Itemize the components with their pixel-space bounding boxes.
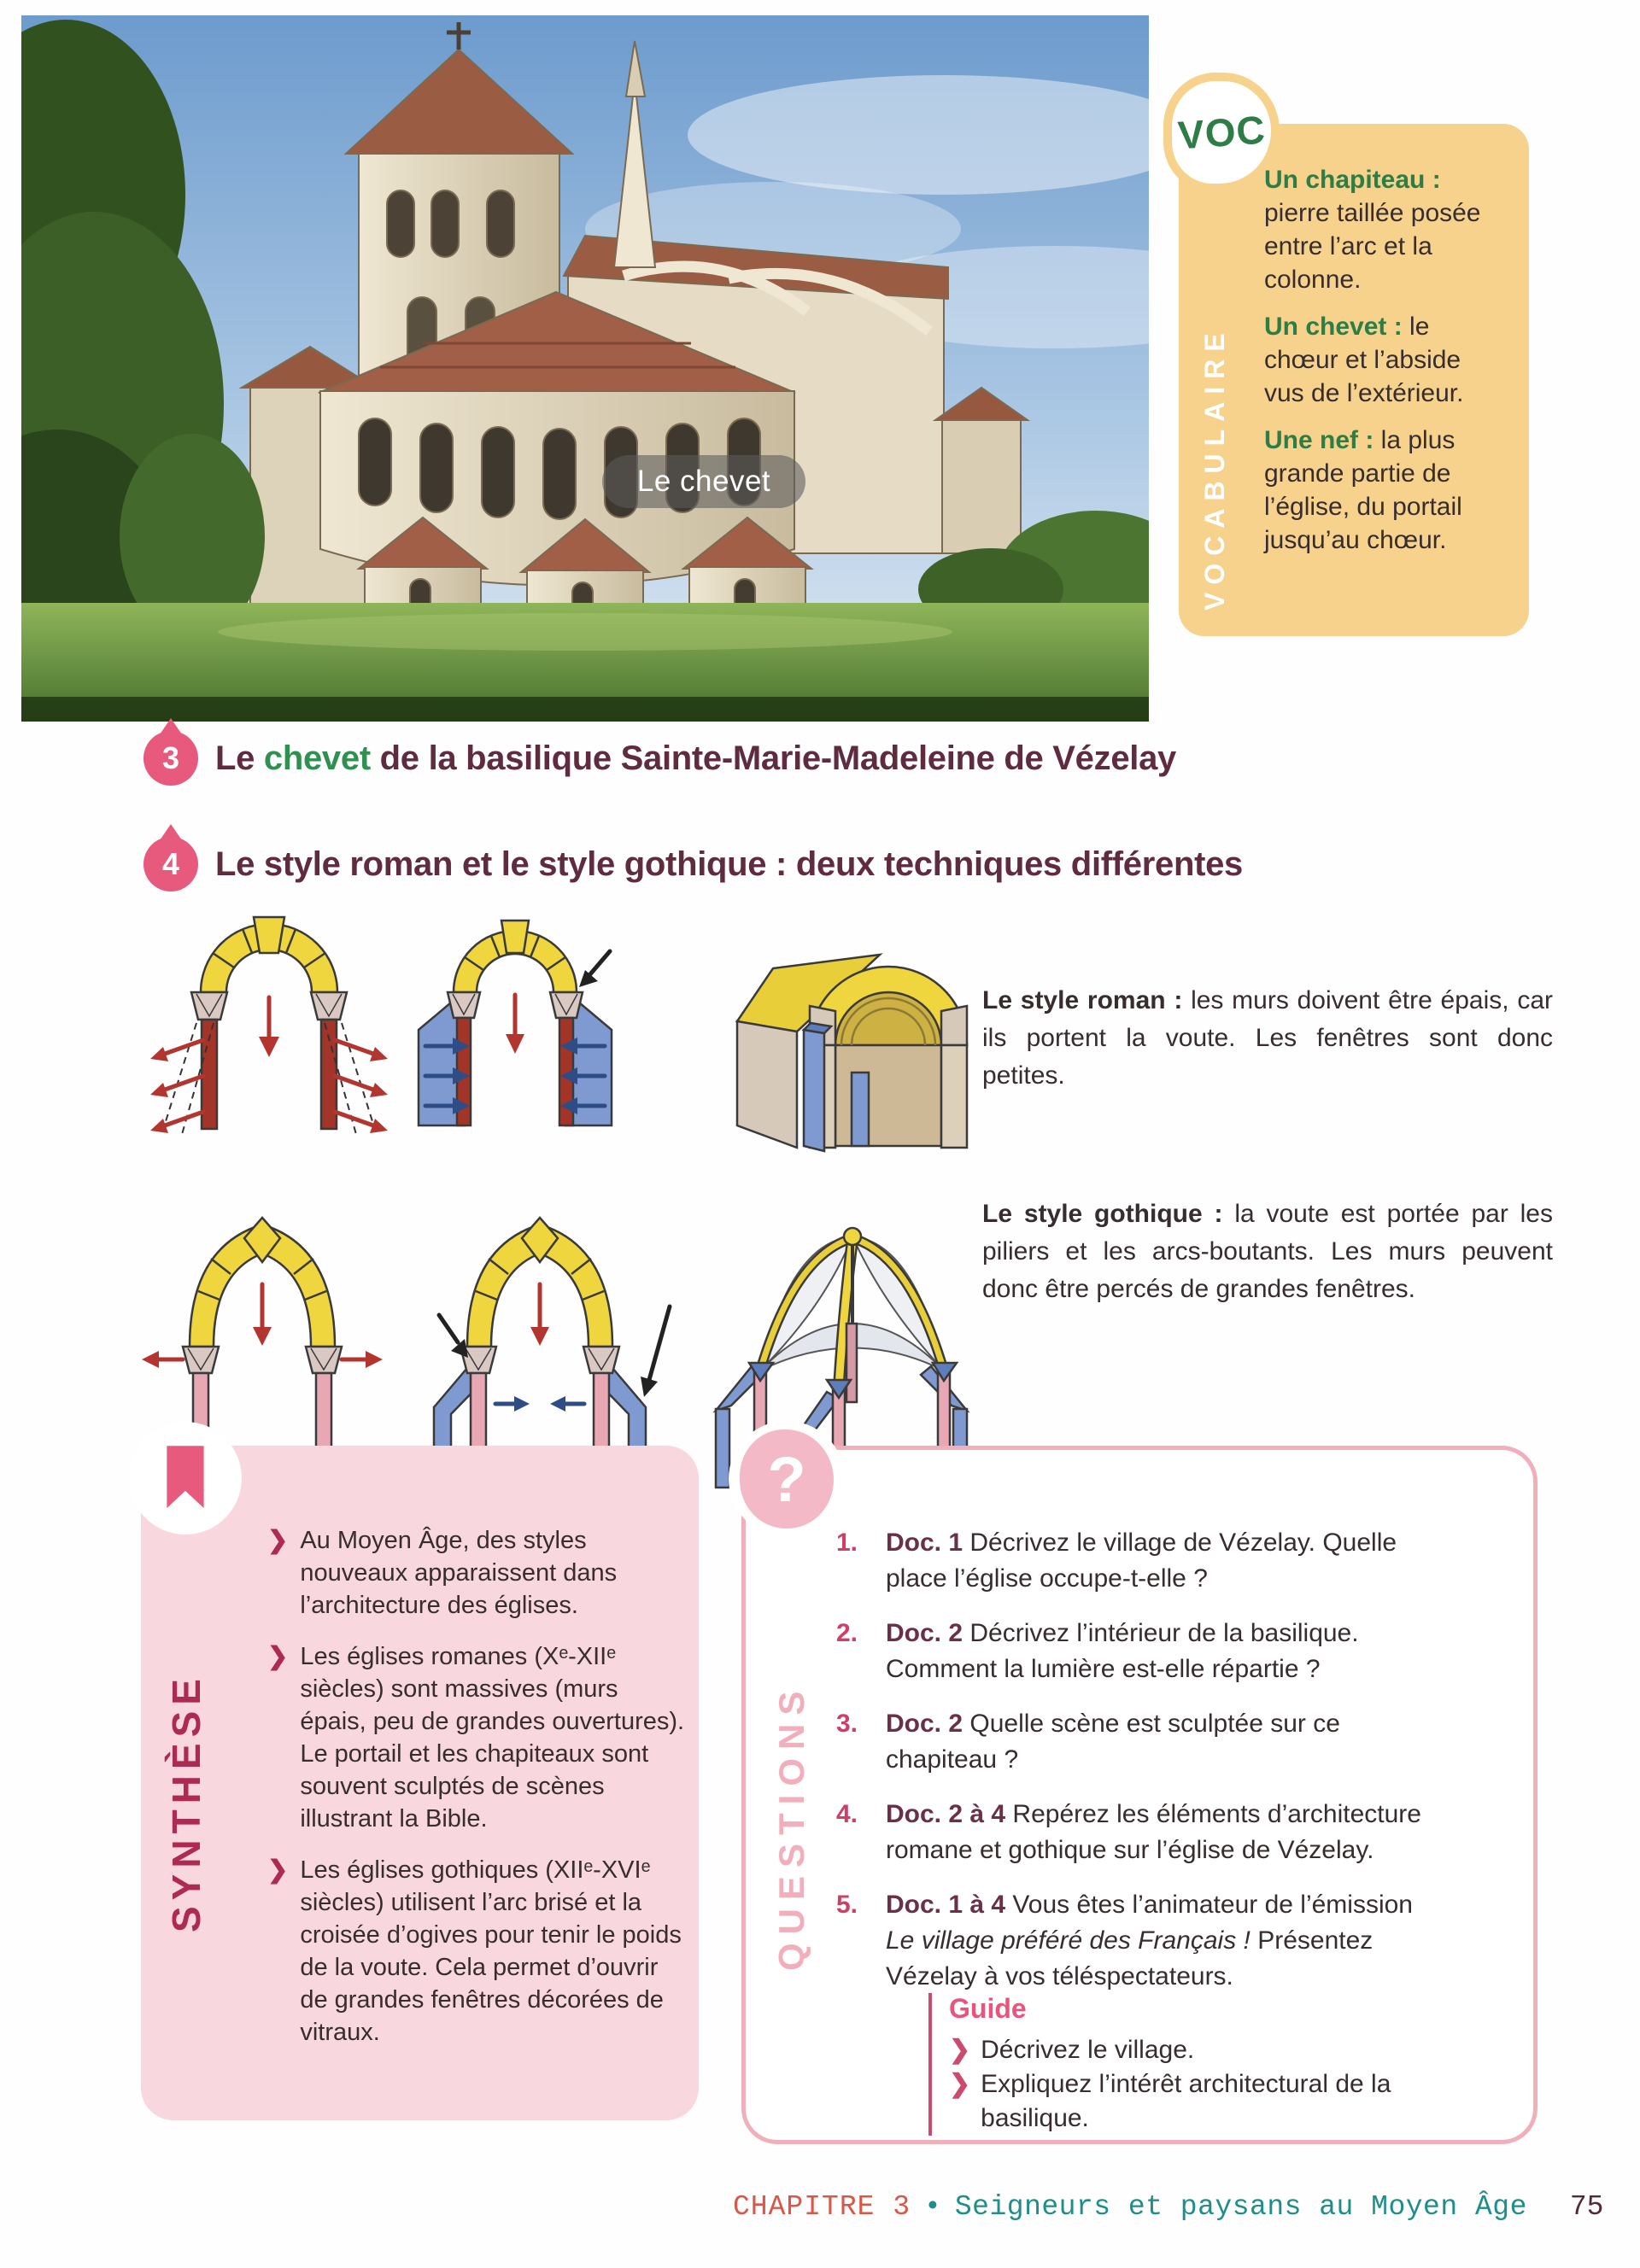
caption3-highlight: chevet [263,739,371,777]
question-text: Vous êtes l’animateur de l’émission [1005,1891,1413,1919]
voc-entry [1264,310,1505,410]
voc-definition: la plus grande partie de l’église, du portail jusqu’au chœur. [1264,426,1462,554]
guide-item [949,2033,1444,2067]
page-footer [733,2191,1603,2223]
doc3-pin-badge [144,731,198,786]
question-item [836,1525,1448,1597]
synthese-item [267,1854,688,2049]
church-photo [21,15,1149,722]
question-text-italic: Le village préféré des Français ! [886,1926,1250,1955]
gothic-style-body: la voute est portée par les piliers et les arcs-boutants. Les murs peuvent donc être percés de grandes fenêtres. [982,1200,1553,1304]
synthese-items [267,1524,688,2067]
guide-title: Guide [949,1993,1027,2024]
voc-entry [1264,424,1505,557]
gothic-style-text [982,1195,1553,1308]
roman-arch-thrust-diagram [137,905,401,1149]
question-mark-circle [740,1429,834,1529]
page-number: 75 [1569,2191,1604,2223]
footer-bullet: • [924,2191,941,2223]
chevron-icon: ❯ [267,1643,289,1670]
section4-title: Le style roman et le style gothique : deux techniques différentes [215,845,1244,883]
question-text: Décrivez l’intérieur de la basilique. Comment la lumière est-elle répartie ? [886,1619,1359,1683]
voc-entry [1264,163,1505,296]
question-text: Présentez Vézelay à vos téléspectateurs. [886,1926,1374,1990]
question-number: 1. [836,1529,858,1557]
footer-chapter-title: Seigneurs et paysans au Moyen Âge [954,2191,1527,2223]
voc-vertical-label: VOCABULAIRE [1199,325,1230,611]
question-item [836,1616,1448,1687]
doc-reference: Doc. 2 [886,1710,964,1738]
photo-label-chevet: Le chevet [602,455,805,508]
voc-term: Un chapiteau : [1264,166,1441,194]
doc-reference: Doc. 1 [886,1529,964,1557]
guide-item [949,2067,1444,2136]
church-photo-illustration [21,15,1149,722]
questions-vertical-label: QUESTIONS [771,1682,811,1971]
doc4-pin-badge [144,837,198,891]
question-number: 4. [836,1800,858,1828]
bookmark-ribbon [162,1446,208,1511]
doc-reference: Doc. 1 à 4 [886,1891,1006,1919]
synthese-item-text: Les églises romanes (Xᵉ-XIIᵉ siècles) sont massives (murs épais, peu de grandes ouvertures). Le portail et les chapiteaux sont souvent sculptés de scènes illustrant la Bible. [300,1643,685,1833]
doc-reference: Doc. 2 [886,1619,964,1647]
roman-arch-buttress-diagram [408,905,622,1149]
gothic-style-term: Le style gothique : [982,1200,1223,1228]
question-item [836,1706,1448,1778]
footer-chapter: CHAPITRE 3 [733,2191,911,2223]
question-text: Quelle scène est sculptée sur ce chapiteau ? [886,1710,1340,1774]
guide-item-text: Expliquez l’intérêt architectural de la basilique. [981,2070,1391,2132]
roman-style-body: les murs doivent être épais, car ils portent la voute. Les fenêtres sont donc petites. [982,986,1554,1090]
question-item [836,1797,1448,1868]
guide-block [928,1993,1444,2136]
question-number: 2. [836,1619,858,1647]
doc4-number: 4 [161,846,180,881]
caption3-lead: Le [215,739,264,777]
synthese-item [267,1640,688,1835]
synthese-item-text: Au Moyen Âge, des styles nouveaux apparaissent dans l’architecture des églises. [300,1527,618,1619]
voc-definition: pierre taillée posée entre l’arc et la colonne. [1264,199,1481,294]
voc-badge-icon [1163,73,1280,192]
voc-badge-label: VOC [1175,107,1268,158]
roman-style-text [982,982,1553,1095]
chevron-icon: ❯ [267,1856,289,1884]
questions-list [836,1525,1448,2014]
doc-reference: Doc. 2 à 4 [886,1800,1006,1828]
question-number: 5. [836,1891,858,1919]
chevron-icon: ❯ [949,2070,971,2098]
chevron-icon: ❯ [949,2036,971,2064]
question-text: Repérez les éléments d’architecture romane et gothique sur l’église de Vézelay. [886,1800,1421,1864]
voc-term: Une nef : [1264,426,1374,454]
voc-definition: le chœur et l’abside vus de l’extérieur. [1264,313,1464,407]
caption-doc3 [215,739,1326,778]
questions-box [741,1443,1538,2144]
synthese-item-text: Les églises gothiques (XIIᵉ-XVIᵉ siècles) utilisent l’arc brisé et la croisée d’ogives pour tenir le poids de la voute. Cela permet d’ouvrir de grandes fenêtres décorées de vitraux. [300,1856,682,2046]
guide-item-text: Décrivez le village. [981,2036,1195,2064]
voc-entries [1264,163,1505,570]
question-mark-glyph: ? [767,1443,806,1515]
roman-style-term: Le style roman : [982,986,1183,1014]
bookmark-icon [129,1422,242,1534]
question-number: 3. [836,1710,858,1738]
roman-barrel-vault-diagram [722,902,969,1158]
vocabulary-box [1175,107,1529,636]
gothic-arch-buttress-diagram [395,1206,685,1470]
question-text: Décrivez le village de Vézelay. Quelle place l’église occupe-t-elle ? [886,1529,1397,1593]
caption3-rest: de la basilique Sainte-Marie-Madeleine de Vézelay [370,739,1176,777]
synthese-item [267,1524,688,1622]
question-item [836,1887,1448,1995]
voc-term: Un chevet : [1264,313,1403,341]
question-mark-icon [729,1421,845,1537]
synthese-vertical-label: SYNTHÈSE [164,1673,208,1932]
doc3-number: 3 [161,740,180,775]
synthese-box [141,1446,699,2120]
chevron-icon: ❯ [267,1527,289,1554]
